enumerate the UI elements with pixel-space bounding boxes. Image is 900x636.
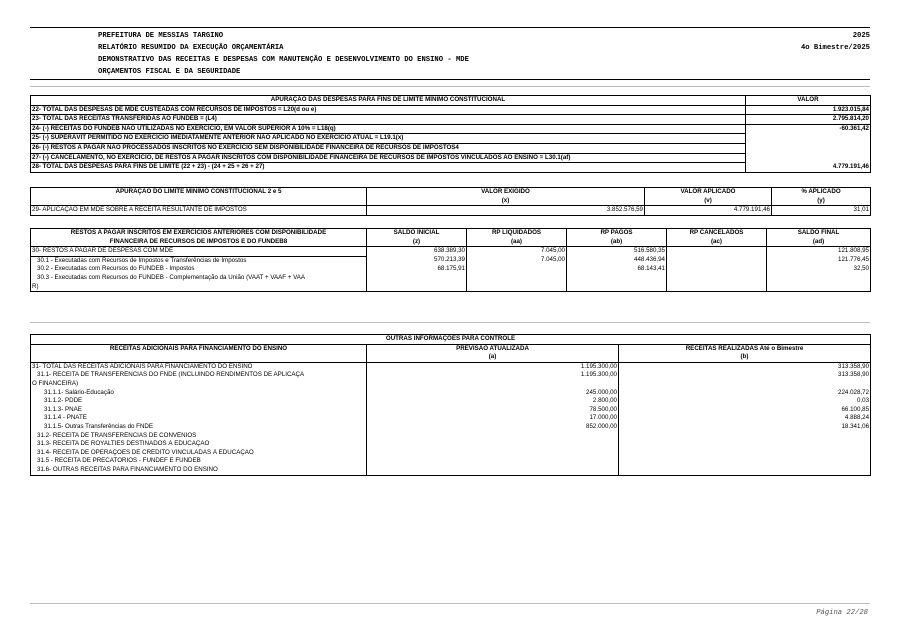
row-value [746,143,871,153]
row-label: 25- (-) SUPERÁVIT PERMITIDO NO EXERCÍCIO IMEDIATAMENTE ANTERIOR NÃO APLICADO NO EXERCÍCIO ATUAL = L19.1(x) [31,134,746,144]
report-year: 2025 [852,32,870,40]
table-row [31,163,871,173]
row-value: -60.361,42 [746,124,871,134]
table-row [31,124,871,134]
table-row [31,256,871,265]
realized-value: 313.358,90 [619,362,871,371]
section-separator [30,86,870,87]
header-line-2 [98,42,870,54]
row-label: 31.1.3- PNAE [31,406,367,415]
header-line-3 [98,54,870,66]
limit-header: APURAÇÃO DO LIMITE MÍNIMO CONSTITUCIONAL 2 e 5 [31,188,367,206]
statement-title: DEMONSTRATIVO DAS RECEITAS E DESPESAS COM MANUTENÇÃO E DESENVOLVIMENTO DO ENSINO - MDE [98,56,469,64]
forecast-value: 17.000,00 [367,414,619,423]
saldo-inicial: 638.389,30 [367,247,467,257]
row-label: 23- TOTAL DAS RECEITAS TRANSFERIDAS AO FUNDEB = (L4) [31,115,746,125]
rp-pagos-header: RP PAGOS (ab) [567,229,667,247]
table-row [31,449,871,458]
table-row [31,105,871,115]
saldo-final: 121.776,45 [767,256,871,265]
restos-header: RESTOS A PAGAR INSCRITOS EM EXERCÍCIOS ANTERIORES COM DISPONIBILIDADE FINANCEIRA DE RECURSOS DE IMPOSTOS E DO FUNDEB8 [31,229,367,247]
rp-liquidados: 7.045,00 [467,247,567,257]
row-label: 30.1 - Executadas com Recursos de Impostos e Transferências de Impostos [31,256,367,265]
forecast-value: 1.195.300,00 [367,371,619,388]
limit-expenses-header: APURAÇÃO DAS DESPESAS PARA FINS DE LIMITE MÍNIMO CONSTITUCIONAL [31,96,746,106]
rp-cancelados [667,274,767,292]
row-label: 31.2- RECEITA DE TRANSFERÊNCIAS DE CONVÊNIOS [31,432,367,441]
header-line-4 [98,66,870,78]
table-row [31,406,871,415]
row-label: 31.1.4 - PNATE [31,414,367,423]
realized-value [619,449,871,458]
realized-value: 18.341,06 [619,423,871,432]
limit-expenses-table [30,95,871,173]
rp-liquidados [467,274,567,292]
required-value-header: VALOR EXIGIDO (x) [367,188,645,206]
saldo-inicial: 68.175,91 [367,265,467,274]
forecast-value [367,466,619,475]
row-label: 24- (-) RECEITAS DO FUNDEB NÃO UTILIZADAS NO EXERCÍCIO, EM VALOR SUPERIOR A 10% = L18(q) [31,124,746,134]
row-label: 31.4- RECEITA DE OPERAÇÕES DE CRÉDITO VINCULADAS À EDUCAÇÃO [31,449,367,458]
constitutional-limit-table [30,187,871,216]
additional-revenue-header: RECEITAS ADICIONAIS PARA FINANCIAMENTO DO ENSINO [31,344,367,362]
realized-value: 0,03 [619,397,871,406]
row-value: 2.795.814,20 [746,115,871,125]
saldo-inicial: 570.213,39 [367,256,467,265]
forecast-value [367,457,619,466]
saldo-final: 32,50 [767,265,871,274]
table-row [31,371,871,388]
forecast-value [367,440,619,449]
header-bottom-rule [30,79,870,80]
row-value [746,134,871,144]
saldo-final [767,274,871,292]
row-label: 31.5 - RECEITA DE PRECATÓRIOS - FUNDEF E FUNDEB [31,457,367,466]
table-row [31,274,871,292]
row-value: 1.923.015,84 [746,105,871,115]
table-row [31,143,871,153]
row-label: 31.6- OUTRAS RECEITAS PARA FINANCIAMENTO DO ENSINO [31,466,367,475]
table-row [31,389,871,398]
header-top-rule [30,27,870,28]
row-label: 29- APLICAÇÃO EM MDE SOBRE A RECEITA RESULTANTE DE IMPOSTOS [31,206,367,216]
applied-value-header: VALOR APLICADO (v) [645,188,772,206]
rp-cancelados-header: RP CANCELADOS (ac) [667,229,767,247]
table-row [31,397,871,406]
budgets-label: ORÇAMENTOS FISCAL E DA SEGURIDADE [98,68,241,76]
required-value: 3.852.576,59 [367,206,645,216]
table-row [31,265,871,274]
updated-forecast-header: PREVISÃO ATUALIZADA (a) [367,344,619,362]
row-label: 31.1- RECEITA DE TRANSFERÊNCIAS DO FNDE (INCLUINDO RENDIMENTOS DE APLICAÇÃ O FINANCEIRA) [31,371,367,388]
realized-value [619,440,871,449]
row-label: 28- TOTAL DAS DESPESAS PARA FINS DE LIMITE (22 + 23) - (24 + 25 + 26 + 27) [31,163,746,173]
row-label: 31.1.1- Salário-Educação [31,389,367,398]
rp-pagos: 68.143,41 [567,265,667,274]
rp-pagos [567,274,667,292]
realized-value: 66.100,85 [619,406,871,415]
rp-cancelados [667,256,767,265]
row-label: 26- (-) RESTOS A PAGAR NÃO PROCESSADOS INSCRITOS NO EXERCÍCIO SEM DISPONIBILIDADE FINANCEIRA DE RECURSOS DE IMPOSTOS4 [31,143,746,153]
row-label: 30.3 - Executadas com Recursos do FUNDEB - Complementação da União (VAAT + VAAF + VAA R) [31,274,367,292]
table-row [31,432,871,441]
table-row [31,115,871,125]
table-row [31,134,871,144]
row-label: 22- TOTAL DAS DESPESAS DE MDE CUSTEADAS COM RECURSOS DE IMPOSTOS = L20(d ou e) [31,105,746,115]
municipality-name: PREFEITURA DE MESSIAS TARGINO [98,32,224,40]
realized-value: 4.888,24 [619,414,871,423]
row-value: 4.779.191,46 [746,163,871,173]
row-label: 31.3- RECEITA DE ROYALTIES DESTINADOS À EDUCAÇÃO [31,440,367,449]
row-label: 31.1.2- PDDE [31,397,367,406]
forecast-value [367,449,619,458]
header-line-1 [98,30,870,42]
other-information-title: OUTRAS INFORMAÇÕES PARA CONTROLE [31,335,871,345]
forecast-value: 2.800,00 [367,397,619,406]
applied-percent-header: % APLICADO (y) [772,188,871,206]
table-row [31,362,871,371]
forecast-value: 1.195.300,00 [367,362,619,371]
forecast-value: 78.500,00 [367,406,619,415]
table-row [31,423,871,432]
applied-value: 4.779.191,46 [645,206,772,216]
row-label: 27- (-) CANCELAMENTO, NO EXERCÍCIO, DE RESTOS A PAGAR INSCRITOS COM DISPONIBILIDADE FINANCEIRA DE RECURSOS DE IMPOSTOS VINCULADOS AO ENSINO = L30.1(af) [31,153,746,163]
applied-percent: 31,01 [772,206,871,216]
row-label: 30- RESTOS A PAGAR DE DESPESAS COM MDE [31,247,367,257]
row-value [746,153,871,163]
report-period: 4o Bimestre/2025 [800,44,870,52]
table-row [31,247,871,257]
forecast-value [367,432,619,441]
section-separator [30,322,870,323]
rp-pagos: 448.436,94 [567,256,667,265]
saldo-inicial-header: SALDO INICIAL (z) [367,229,467,247]
rp-liquidados-header: RP LIQUIDADOS (aa) [467,229,567,247]
saldo-final-header: SALDO FINAL (ad) [767,229,871,247]
saldo-inicial [367,274,467,292]
realized-value: 313.358,90 [619,371,871,388]
forecast-value: 852.000,00 [367,423,619,432]
realized-value: 224.028,72 [619,389,871,398]
table-row [31,466,871,475]
saldo-final: 121.808,95 [767,247,871,257]
rp-cancelados [667,265,767,274]
forecast-value: 245.000,00 [367,389,619,398]
rp-pagos: 516.580,35 [567,247,667,257]
row-label: 31- TOTAL DAS RECEITAS ADICIONAIS PARA FINANCIAMENTO DO ENSINO [31,362,367,371]
table-row [31,414,871,423]
value-header: VALOR [746,96,871,106]
realized-value [619,432,871,441]
other-information-table [30,334,871,476]
table-row [31,206,871,216]
report-title: RELATÓRIO RESUMIDO DA EXECUÇÃO ORÇAMENTÁRIA [98,44,284,52]
restos-a-pagar-table [30,228,871,292]
realized-value [619,457,871,466]
rp-cancelados [667,247,767,257]
table-row [31,153,871,163]
rp-liquidados [467,265,567,274]
realized-value [619,466,871,475]
footer-rule [30,603,870,604]
row-label: 30.2 - Executadas com Recursos do FUNDEB - Impostos [31,265,367,274]
table-row [31,457,871,466]
page-number: Página 22/28 [816,609,868,617]
rp-liquidados: 7.045,00 [467,256,567,265]
realized-revenue-header: RECEITAS REALIZADAS Até o Bimestre (b) [619,344,871,362]
table-row [31,440,871,449]
row-label: 31.1.5- Outras Transferências do FNDE [31,423,367,432]
